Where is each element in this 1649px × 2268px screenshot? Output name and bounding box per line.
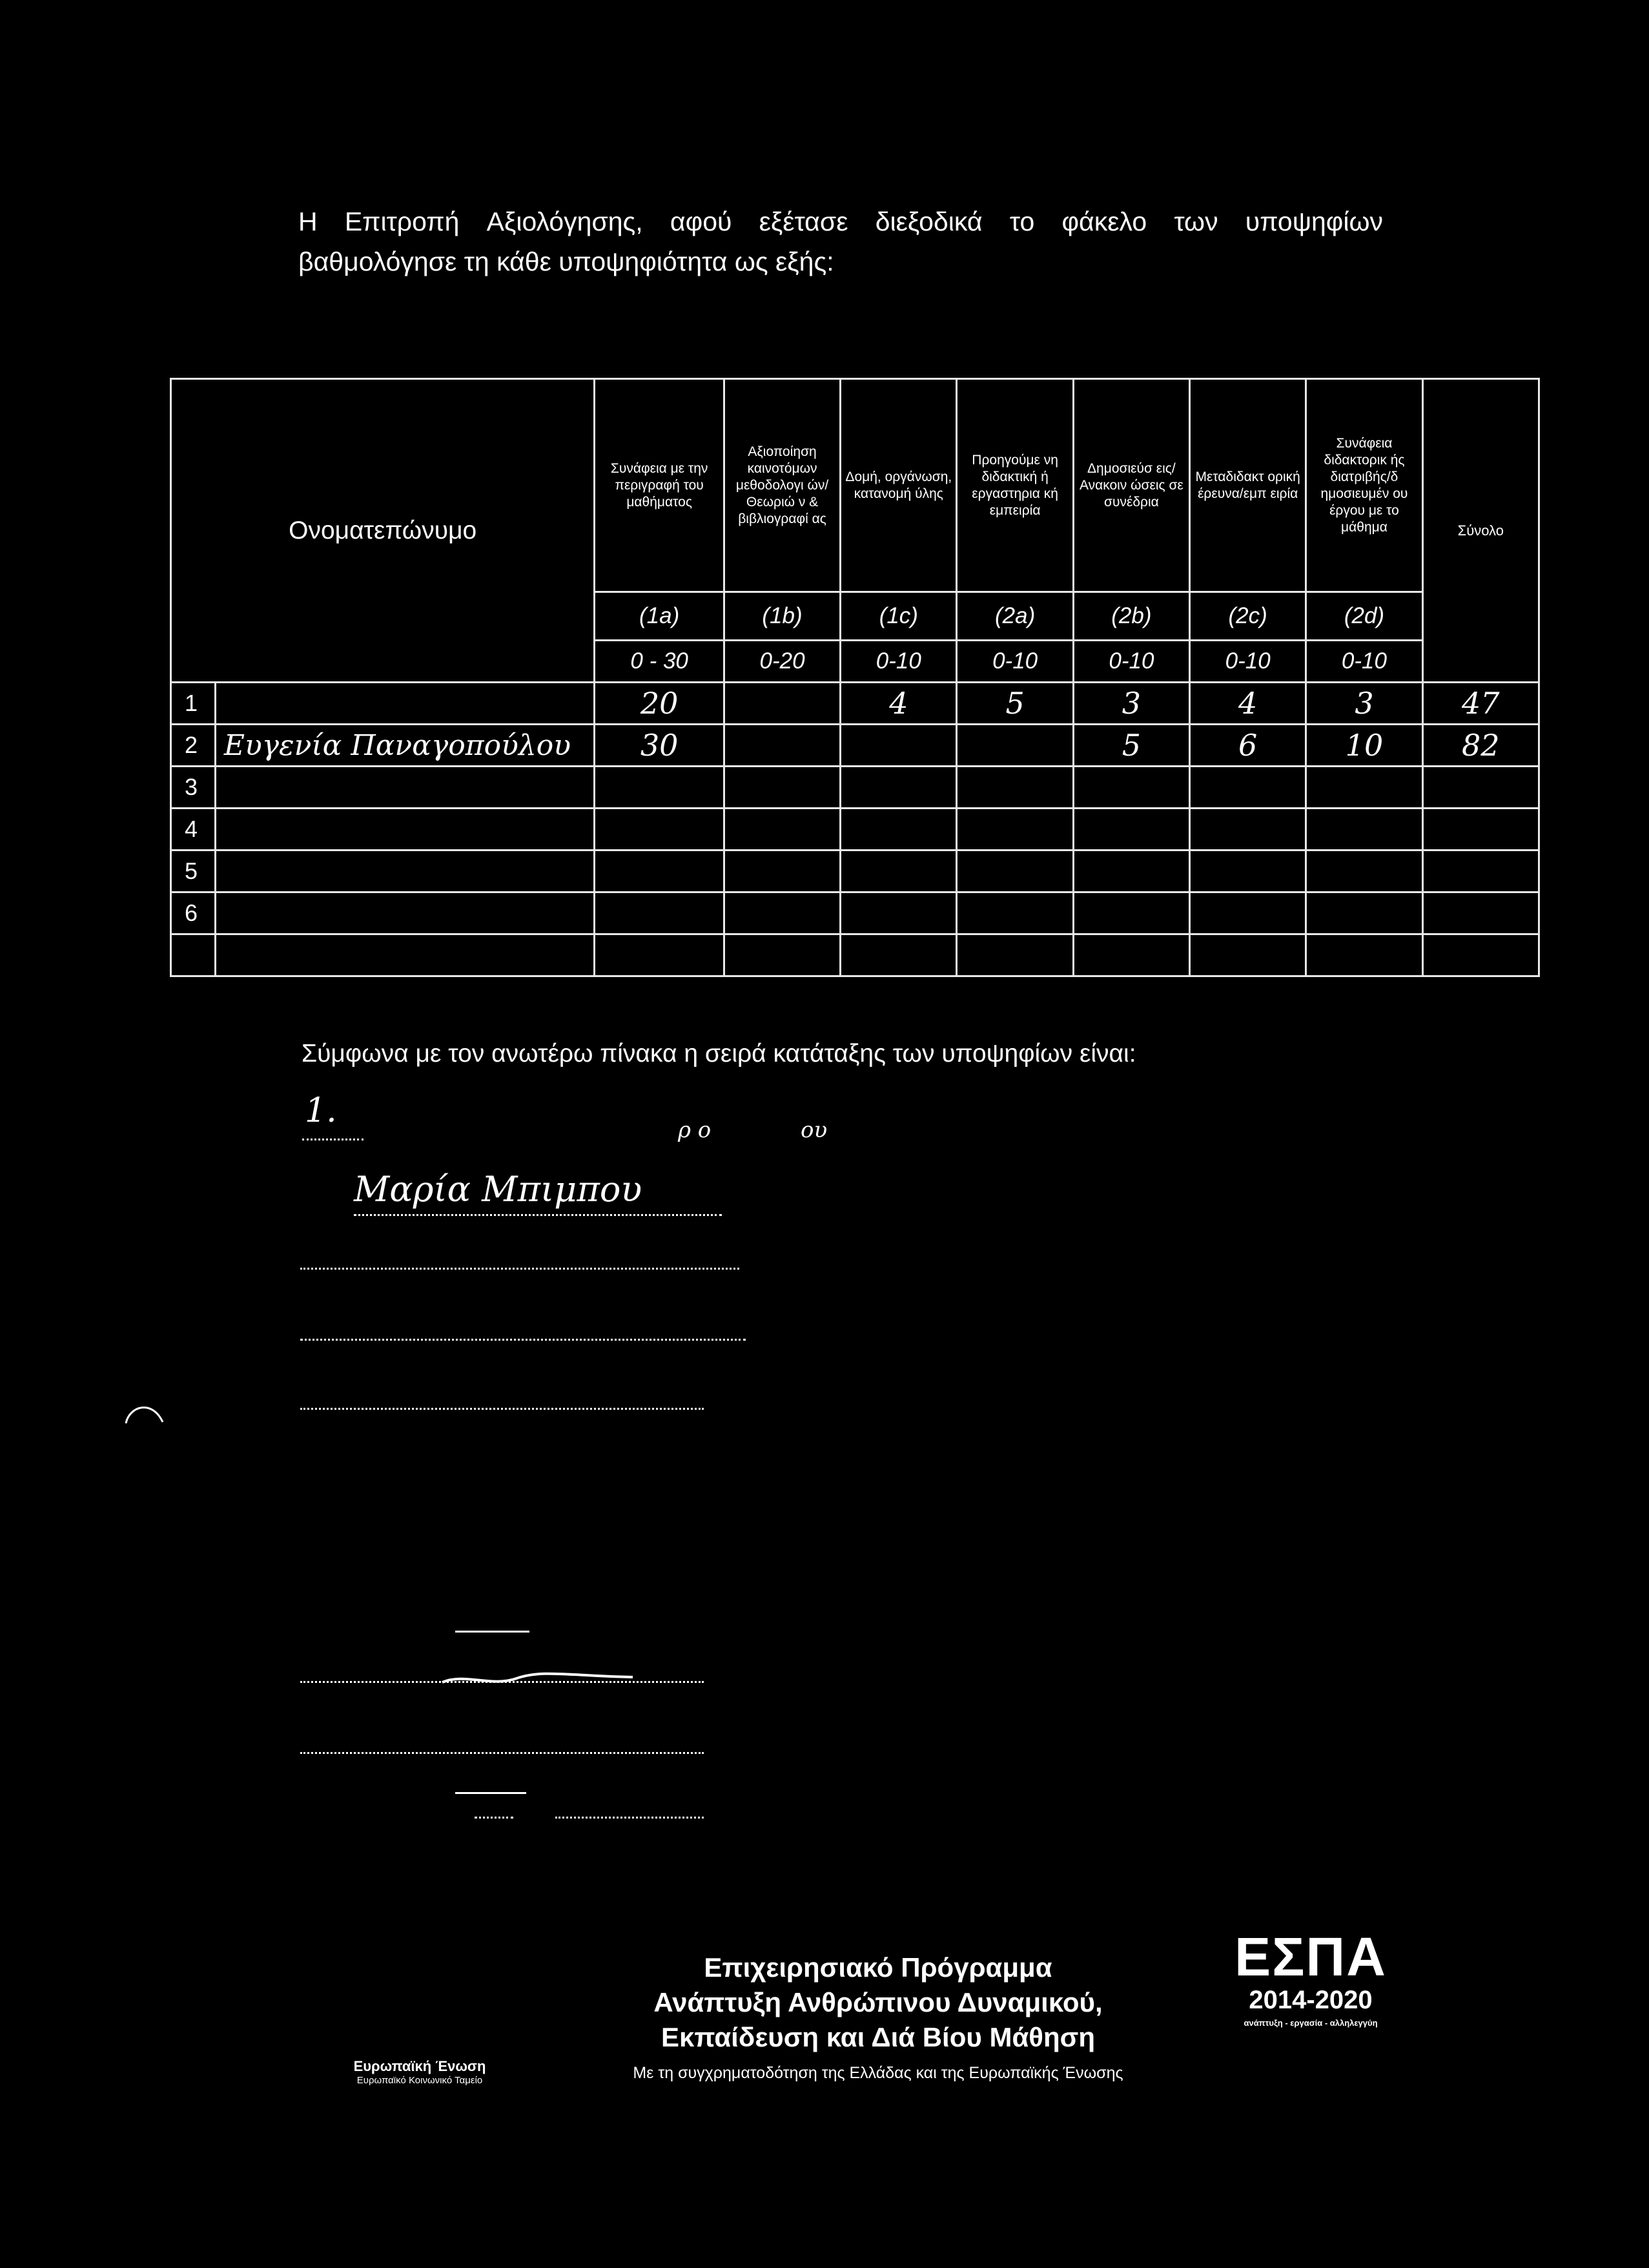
score-cell: [724, 934, 840, 976]
candidate-name: Ευγενία Παναγοπούλου: [215, 725, 594, 767]
score-cell: [595, 809, 724, 850]
intro-word: αφού: [670, 207, 732, 236]
intro-line-2: βαθμολόγησε τη κάθε υποψηφιότητα ως εξής:: [298, 247, 834, 276]
row-number: 3: [171, 767, 216, 809]
criterion-header-1c: Δομή, οργάνωση, κατανομή ύλης: [841, 379, 957, 592]
intro-line-1: [298, 201, 1383, 242]
cofunding-text: Με τη συγχρηματοδότηση της Ελλάδας και της Ευρωπαϊκής Ένωσης: [633, 2064, 1123, 2082]
criterion-range: 0-20: [724, 641, 840, 683]
candidate-name: [215, 809, 594, 850]
criterion-header-2c: Μεταδιδακτ ορική έρευνα/εμπ ειρία: [1190, 379, 1306, 592]
table-row: [171, 809, 1539, 850]
program-line-2: Ανάπτυξη Ανθρώπινου Δυναμικού,: [653, 1987, 1103, 2017]
score-cell: [1073, 850, 1189, 892]
program-line-3: Εκπαίδευση και Διά Βίου Μάθηση: [661, 2022, 1096, 2052]
program-line-1: Επιχειρησιακό Πρόγραμμα: [704, 1952, 1052, 1983]
criterion-range: 0-10: [957, 641, 1073, 683]
score-cell: 5: [957, 683, 1073, 725]
ranking-candidate-name: Μαρία Μπιμπου: [354, 1169, 642, 1210]
ranking-intro: Σύμφωνα με τον ανωτέρω πίνακα η σειρά κατάταξης των υποψηφίων είναι:: [302, 1040, 1136, 1067]
eu-title: Ευρωπαϊκή Ένωση: [353, 2058, 486, 2074]
score-cell: [1190, 934, 1306, 976]
signature-scribble: [439, 1669, 646, 1689]
score-cell: [1190, 850, 1306, 892]
score-cell: [841, 934, 957, 976]
score-cell: 6: [1190, 725, 1306, 767]
stray-mark: [123, 1400, 168, 1426]
score-cell: [1073, 809, 1189, 850]
candidate-name: [215, 767, 594, 809]
criterion-code: (2c): [1190, 592, 1306, 641]
total-cell: 47: [1422, 683, 1539, 725]
score-cell: [957, 725, 1073, 767]
handwritten-fragment: ου: [801, 1117, 828, 1143]
criterion-header-2a: Προηγούμε νη διδακτική ή εργαστηρια κή εμπειρία: [957, 379, 1073, 592]
criterion-code: (1b): [724, 592, 840, 641]
total-cell: [1422, 892, 1539, 934]
dotted-line: [354, 1214, 722, 1216]
row-number: [171, 934, 216, 976]
eu-subtitle: Ευρωπαϊκό Κοινωνικό Ταμείο: [356, 2075, 483, 2086]
program-block: [600, 1950, 1156, 2083]
intro-word: Η: [298, 207, 318, 236]
total-cell: [1422, 850, 1539, 892]
dotted-line: [300, 1339, 746, 1341]
score-cell: [1190, 892, 1306, 934]
total-column-header: Σύνολο: [1422, 379, 1539, 683]
eu-logo-block: [323, 2058, 517, 2086]
score-cell: [1073, 934, 1189, 976]
score-cell: [1190, 809, 1306, 850]
name-column-header: Ονοματεπώνυμο: [171, 379, 595, 683]
score-cell: [724, 850, 840, 892]
score-cell: [724, 725, 840, 767]
scores-table: [170, 378, 1540, 977]
intro-word: Αξιολόγησης,: [486, 207, 643, 236]
criterion-header-2d: Συνάφεια διδακτορικ ής διατριβής/δ ημοσιευμέν ου έργου με το μάθημα: [1306, 379, 1422, 592]
score-cell: [1306, 809, 1422, 850]
score-cell: [595, 767, 724, 809]
row-number: 5: [171, 850, 216, 892]
intro-word: φάκελο: [1061, 207, 1147, 236]
total-cell: [1422, 934, 1539, 976]
intro-word: των: [1174, 207, 1218, 236]
dotted-line: [300, 1268, 739, 1270]
criterion-code: (1c): [841, 592, 957, 641]
row-number: 6: [171, 892, 216, 934]
intro-word: Επιτροπή: [344, 207, 460, 236]
criterion-range: 0-10: [841, 641, 957, 683]
handwritten-fragment: ρ ο: [678, 1117, 712, 1143]
score-cell: 3: [1306, 683, 1422, 725]
table-row: [171, 683, 1539, 725]
criterion-header-1b: Αξιοποίηση καινοτόμων μεθοδολογι ών/Θεωριώ ν & βιβλιογραφί ας: [724, 379, 840, 592]
table-row: [171, 850, 1539, 892]
total-cell: [1422, 809, 1539, 850]
score-cell: [595, 850, 724, 892]
score-cell: [957, 809, 1073, 850]
espa-logo-text: ΕΣΠΑ: [1234, 1926, 1387, 1987]
row-number: 1: [171, 683, 216, 725]
dotted-line: [300, 1752, 704, 1754]
score-cell: [595, 892, 724, 934]
espa-years: 2014-2020: [1249, 1986, 1373, 2014]
signature-stroke: [455, 1792, 526, 1794]
score-cell: [957, 934, 1073, 976]
dotted-line: [555, 1817, 704, 1819]
candidate-name: [215, 934, 594, 976]
espa-logo: [1227, 1928, 1395, 2028]
intro-paragraph: [298, 201, 1383, 282]
score-cell: [724, 809, 840, 850]
candidate-name: [215, 892, 594, 934]
dotted-line: [302, 1139, 364, 1140]
score-cell: [724, 892, 840, 934]
table-row: [171, 725, 1539, 767]
score-cell: [1306, 892, 1422, 934]
row-number: 2: [171, 725, 216, 767]
score-cell: 4: [1190, 683, 1306, 725]
total-cell: [1422, 767, 1539, 809]
score-cell: [1190, 767, 1306, 809]
candidate-name: [215, 683, 594, 725]
score-cell: 30: [595, 725, 724, 767]
criterion-header-2b: Δημοσιεύσ εις/Ανακοιν ώσεις σε συνέδρια: [1073, 379, 1189, 592]
score-cell: 4: [841, 683, 957, 725]
criterion-range: 0-10: [1190, 641, 1306, 683]
score-cell: [1306, 767, 1422, 809]
criterion-code: (2a): [957, 592, 1073, 641]
score-cell: [841, 725, 957, 767]
score-cell: 10: [1306, 725, 1422, 767]
score-cell: [957, 850, 1073, 892]
table-row: [171, 767, 1539, 809]
total-cell: 82: [1422, 725, 1539, 767]
score-cell: [841, 767, 957, 809]
score-cell: 20: [595, 683, 724, 725]
intro-word: το: [1009, 207, 1035, 236]
table-row: [171, 934, 1539, 976]
score-cell: 5: [1073, 725, 1189, 767]
score-cell: [1306, 850, 1422, 892]
score-cell: [724, 683, 840, 725]
signature-stroke: [455, 1631, 529, 1633]
score-cell: [1073, 892, 1189, 934]
dotted-line: [300, 1408, 704, 1410]
intro-word: υποψηφίων: [1245, 207, 1383, 236]
candidate-name: [215, 850, 594, 892]
criterion-range: 0 - 30: [595, 641, 724, 683]
score-cell: [1073, 767, 1189, 809]
score-cell: [1306, 934, 1422, 976]
intro-word: διεξοδικά: [875, 207, 983, 236]
criterion-header-1a: Συνάφεια με την περιγραφή του μαθήματος: [595, 379, 724, 592]
criterion-range: 0-10: [1306, 641, 1422, 683]
header-row: [171, 379, 1539, 592]
criterion-range: 0-10: [1073, 641, 1189, 683]
criterion-code: (1a): [595, 592, 724, 641]
score-cell: [841, 892, 957, 934]
intro-word: εξέτασε: [759, 207, 848, 236]
score-cell: 3: [1073, 683, 1189, 725]
score-cell: [841, 850, 957, 892]
score-cell: [595, 934, 724, 976]
dotted-line: [475, 1817, 513, 1819]
ranking-number-1: 1.: [305, 1091, 337, 1130]
row-number: 4: [171, 809, 216, 850]
score-cell: [957, 892, 1073, 934]
score-cell: [724, 767, 840, 809]
criterion-code: (2b): [1073, 592, 1189, 641]
score-cell: [957, 767, 1073, 809]
table-row: [171, 892, 1539, 934]
score-cell: [841, 809, 957, 850]
espa-tagline: ανάπτυξη - εργασία - αλληλεγγύη: [1244, 2018, 1378, 2028]
criterion-code: (2d): [1306, 592, 1422, 641]
